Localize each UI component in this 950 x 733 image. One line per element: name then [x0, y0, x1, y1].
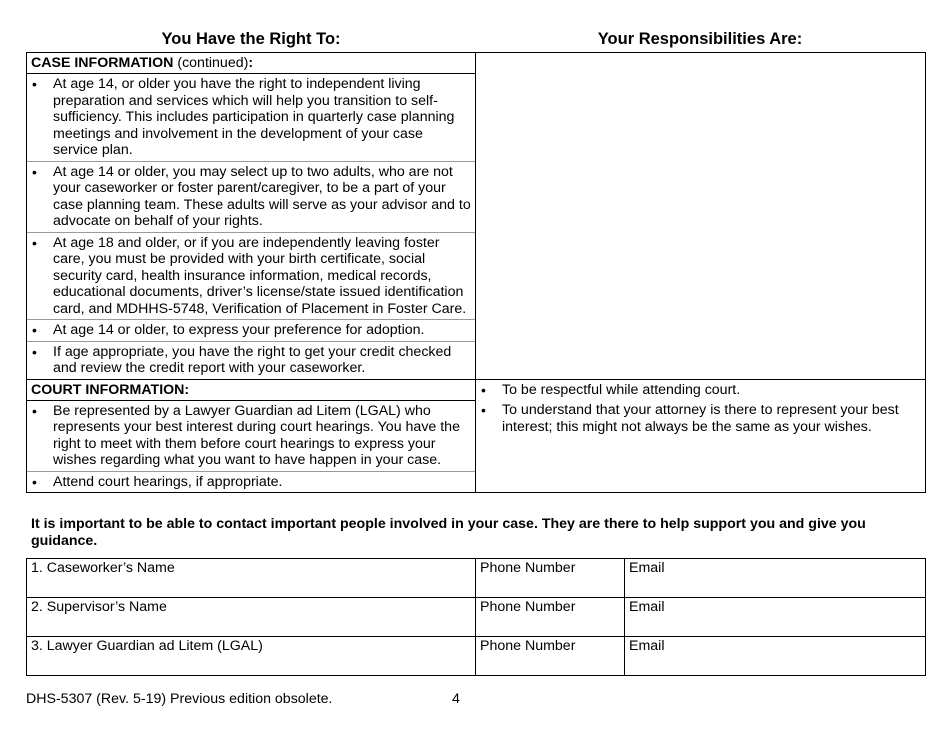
- page-number: 4: [452, 691, 460, 707]
- lgal-email-field[interactable]: Email: [625, 637, 926, 676]
- case-information-row: [27, 53, 926, 380]
- court-information-responsibilities-cell: [476, 379, 926, 493]
- case-information-title: [27, 53, 475, 73]
- list-item: • At age 14 or older, you may select up to two adults, who are not your caseworker or foster parent/caregiver, to be a part of your case planning team. These adults will serve as your advisor and to advocate on behalf of your rights.: [27, 161, 475, 232]
- caseworker-name-field[interactable]: 1. Caseworker’s Name: [27, 559, 476, 598]
- supervisor-email-field[interactable]: Email: [625, 598, 926, 637]
- case-information-title-continued: (continued): [173, 55, 249, 71]
- rights-column-header: You Have the Right To:: [161, 30, 341, 48]
- responsibilities-column-header: Your Responsibilities Are:: [597, 30, 803, 48]
- lgal-name-field[interactable]: 3. Lawyer Guardian ad Litem (LGAL): [27, 637, 476, 676]
- table-row: [27, 559, 926, 598]
- rights-responsibilities-table: [26, 52, 926, 493]
- list-item: • To understand that your attorney is there to represent your best interest; this might not always be the same as your wishes.: [476, 400, 925, 437]
- table-row: [27, 598, 926, 637]
- table-row: [27, 637, 926, 676]
- form-number-footer: DHS-5307 (Rev. 5-19) Previous edition obsolete.: [26, 691, 333, 707]
- contact-importance-note: It is important to be able to contact important people involved in your case. They are there to help support you and give you guidance.: [31, 516, 866, 549]
- court-information-rights-cell: [27, 379, 476, 493]
- lgal-phone-field[interactable]: Phone Number: [476, 637, 625, 676]
- list-item: • At age 14, or older you have the right to independent living preparation and services which will help you transition to self-sufficiency. This includes participation in quarterly case planning meetings and involvement in the development of your case service plan.: [27, 73, 475, 161]
- list-item: • To be respectful while attending court.: [476, 380, 925, 401]
- case-information-title-colon: :: [248, 55, 254, 71]
- court-information-row: [27, 379, 926, 493]
- case-information-responsibilities-cell: [476, 53, 926, 380]
- court-information-responsibilities-list: [476, 380, 925, 438]
- case-information-title-bold: CASE INFORMATION: [31, 55, 174, 71]
- list-item: • At age 18 and older, or if you are independently leaving foster care, you must be provided with your birth certificate, social security card, health insurance information, medical records, educational documents, driver’s license/state issued identification card, and MDHHS-5748, Verification of Placement in Foster Care.: [27, 232, 475, 320]
- contacts-table: [26, 558, 926, 676]
- case-information-rights-cell: [27, 53, 476, 380]
- court-information-title: COURT INFORMATION:: [31, 381, 190, 398]
- case-information-rights-list: [27, 73, 475, 379]
- list-item: • At age 14 or older, to express your preference for adoption.: [27, 319, 475, 341]
- list-item: • Attend court hearings, if appropriate.: [27, 471, 475, 493]
- court-information-rights-list: [27, 400, 475, 493]
- supervisor-phone-field[interactable]: Phone Number: [476, 598, 625, 637]
- caseworker-email-field[interactable]: Email: [625, 559, 926, 598]
- list-item: • Be represented by a Lawyer Guardian ad Litem (LGAL) who represents your best interest during court hearings. You have the right to meet with them before court hearings to express your wishes regarding what you want to have happen in your case.: [27, 400, 475, 471]
- caseworker-phone-field[interactable]: Phone Number: [476, 559, 625, 598]
- list-item: • If age appropriate, you have the right to get your credit checked and review the credit report with your caseworker.: [27, 341, 475, 379]
- supervisor-name-field[interactable]: 2. Supervisor’s Name: [27, 598, 476, 637]
